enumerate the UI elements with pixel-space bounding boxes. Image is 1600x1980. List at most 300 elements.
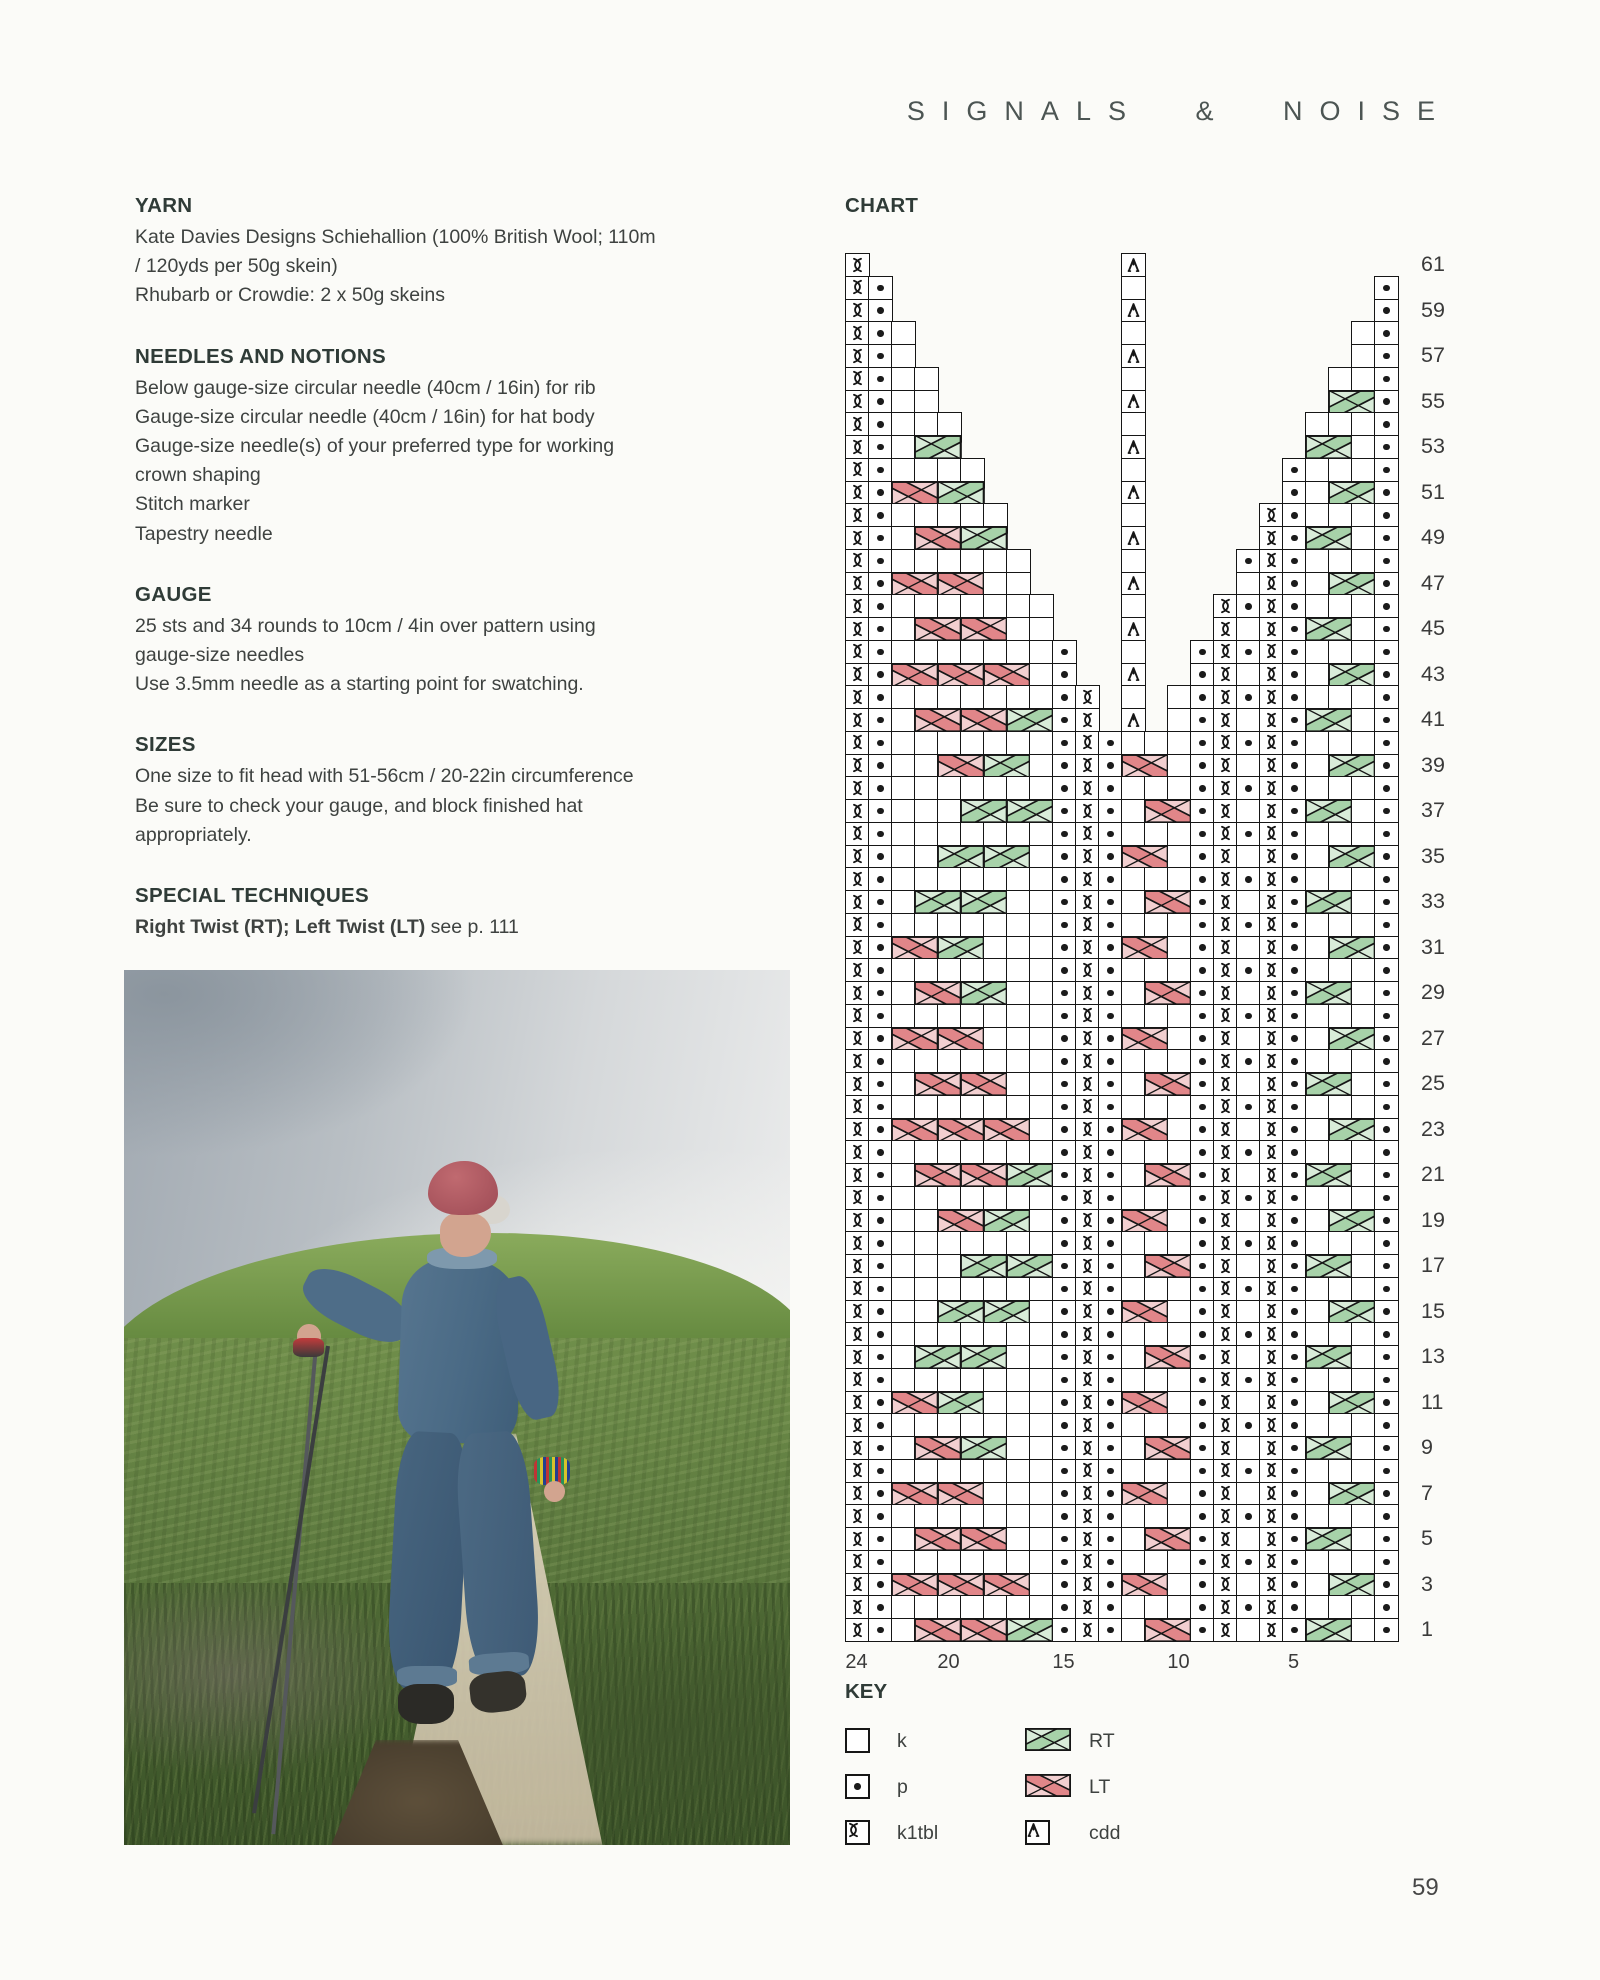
chart-cell-knit (891, 1618, 916, 1642)
chart-cell-knit (1305, 754, 1330, 778)
chart-cell-k1tbl (1075, 1504, 1100, 1528)
chart-row-number: 15 (1421, 1298, 1445, 1323)
knitting-chart (845, 252, 1445, 1673)
chart-cell-purl (1052, 1277, 1077, 1301)
chart-cell-knit (914, 776, 939, 800)
chart-cell-knit (1144, 1413, 1169, 1437)
chart-cell-k1tbl (1075, 1368, 1100, 1392)
chart-cell-knit (1029, 1140, 1054, 1164)
chart-cell-purl (1052, 1186, 1077, 1210)
chart-cell-knit (891, 321, 916, 345)
chart-cell-knit (1351, 412, 1376, 436)
chart-cell-knit (1029, 776, 1054, 800)
chart-cell-purl (1052, 1413, 1077, 1437)
chart-cell-k1tbl (1075, 1049, 1100, 1073)
chart-cell-purl (868, 1595, 893, 1619)
chart-cell-purl (1374, 1163, 1399, 1187)
chart-cell-k1tbl (1075, 958, 1100, 982)
section-line (135, 374, 740, 403)
chart-cell-k1tbl (845, 1459, 870, 1483)
chart-cell-purl (1374, 1482, 1399, 1506)
chart-cell-purl (1190, 1118, 1215, 1142)
key-symbol-cdd-icon (1025, 1820, 1050, 1845)
chart-stitch-number: 24 (845, 1650, 868, 1673)
chart-cell-knit (960, 1095, 985, 1119)
chart-cell-right-twist (1328, 936, 1376, 960)
chart-cell-knit (1029, 1322, 1054, 1346)
section-heading: SIZES (135, 733, 196, 757)
chart-cell-purl (868, 799, 893, 823)
chart-cell-knit (1305, 1573, 1330, 1597)
chart-cell-purl (1374, 458, 1399, 482)
chart-cell-k1tbl (845, 1573, 870, 1597)
chart-cell-left-twist (1121, 845, 1169, 869)
chart-cell-k1tbl (845, 1163, 870, 1187)
chart-cell-purl (1052, 708, 1077, 732)
chart-cell-left-twist (1121, 1391, 1169, 1415)
chart-cell-purl (868, 390, 893, 414)
chart-cell-knit (891, 1322, 916, 1346)
chart-cell-purl (1374, 1436, 1399, 1460)
chart-cell-purl (1374, 913, 1399, 937)
chart-cell-knit (1167, 731, 1192, 755)
chart-cell-k1tbl (845, 1413, 870, 1437)
chart-cell-k1tbl (845, 936, 870, 960)
chart-cell-knit (1351, 685, 1376, 709)
chart-cell-knit (1144, 1049, 1169, 1073)
key-symbol-LT-icon (1025, 1774, 1071, 1799)
chart-cell-k1tbl (1075, 1027, 1100, 1051)
chart-cell-right-twist (1305, 1618, 1353, 1642)
chart-cell-purl (1282, 1436, 1307, 1460)
chart-cell-k1tbl (1213, 1049, 1238, 1073)
chart-cell-knit (937, 640, 962, 664)
chart-cell-right-twist (1305, 435, 1353, 459)
chart-cell-purl (1190, 1027, 1215, 1051)
chart-cell-purl (1374, 1140, 1399, 1164)
chart-cell-purl (868, 1459, 893, 1483)
chart-cell-left-twist (891, 1118, 939, 1142)
chart-cell-purl (868, 1322, 893, 1346)
chart-cell-k1tbl (1075, 1004, 1100, 1028)
chart-cell-knit (1305, 1209, 1330, 1233)
chart-cell-purl (1190, 1300, 1215, 1324)
chart-cell-knit (1351, 1368, 1376, 1392)
chart-cell-purl (1374, 526, 1399, 550)
chart-cell-purl (1374, 617, 1399, 641)
chart-cell-knit (914, 731, 939, 755)
chart-cell-k1tbl (845, 321, 870, 345)
chart-cell-purl (1052, 867, 1077, 891)
chart-cell-left-twist (1144, 1436, 1192, 1460)
section-heading: NEEDLES AND NOTIONS (135, 344, 386, 368)
chart-cell-knit (914, 845, 939, 869)
chart-cell-k1tbl (845, 1027, 870, 1051)
chart-cell-knit (1351, 1618, 1376, 1642)
chart-cell-knit (1167, 685, 1192, 709)
chart-cell-knit (891, 890, 916, 914)
chart-cell-knit (960, 1595, 985, 1619)
chart-cell-k1tbl (845, 776, 870, 800)
chart-row-number: 41 (1421, 707, 1445, 732)
chart-cell-knit (1328, 1459, 1353, 1483)
chart-cell-purl (1052, 1482, 1077, 1506)
chart-cell-purl (1374, 299, 1399, 323)
chart-cell-knit (1167, 1504, 1192, 1528)
chart-cell-knit (983, 1504, 1008, 1528)
chart-cell-knit (1167, 1459, 1192, 1483)
chart-cell-knit (1305, 1595, 1330, 1619)
chart-cell-right-twist (1305, 799, 1353, 823)
chart-cell-knit (1029, 1231, 1054, 1255)
section-line (135, 490, 740, 519)
chart-cell-k1tbl (1259, 1209, 1284, 1233)
chart-cell-knit (1351, 1095, 1376, 1119)
chart-cell-purl (1282, 1573, 1307, 1597)
chart-cell-purl (1190, 1436, 1215, 1460)
chart-cell-knit (960, 731, 985, 755)
chart-cell-knit (1305, 913, 1330, 937)
chart-cell-knit (914, 799, 939, 823)
chart-cell-knit (1236, 572, 1261, 596)
chart-cell-purl (868, 1140, 893, 1164)
chart-cell-knit (960, 1004, 985, 1028)
chart-cell-left-twist (914, 617, 962, 641)
chart-cell-knit (1029, 663, 1054, 687)
chart-cell-purl (1236, 685, 1261, 709)
chart-cell-knit (1236, 617, 1261, 641)
chart-cell-left-twist (891, 663, 939, 687)
chart-cell-k1tbl (1213, 1322, 1238, 1346)
chart-cell-knit (983, 1004, 1008, 1028)
chart-cell-knit (1351, 344, 1376, 368)
chart-cell-purl (1098, 1300, 1123, 1324)
chart-cell-k1tbl (1259, 958, 1284, 982)
chart-cell-knit (1167, 1482, 1192, 1506)
chart-cell-purl (1236, 594, 1261, 618)
chart-cell-purl (1190, 913, 1215, 937)
chart-cell-k1tbl (1259, 503, 1284, 527)
chart-cell-right-twist (937, 481, 985, 505)
chart-cell-k1tbl (1259, 1413, 1284, 1437)
chart-cell-purl (1190, 754, 1215, 778)
chart-cell-left-twist (937, 572, 985, 596)
chart-cell-k1tbl (845, 1482, 870, 1506)
section-line (135, 792, 740, 821)
chart-cell-left-twist (1144, 1345, 1192, 1369)
chart-cell-knit (914, 1209, 939, 1233)
chart-cell-knit (983, 503, 1008, 527)
chart-cell-knit (937, 1231, 962, 1255)
chart-cell-purl (868, 594, 893, 618)
chart-cell-knit (891, 1277, 916, 1301)
chart-cell-knit (983, 1231, 1008, 1255)
chart-cell-knit (1121, 981, 1146, 1005)
chart-cell-knit (1351, 1436, 1376, 1460)
chart-cell-k1tbl (1075, 731, 1100, 755)
chart-cell-purl (1282, 1391, 1307, 1415)
chart-cell-purl (1374, 822, 1399, 846)
chart-cell-left-twist (891, 936, 939, 960)
chart-cell-purl (1052, 981, 1077, 1005)
chart-cell-knit (1006, 1504, 1031, 1528)
chart-cell-k1tbl (845, 481, 870, 505)
chart-cell-knit (1006, 1322, 1031, 1346)
chart-cell-k1tbl (1259, 594, 1284, 618)
chart-cell-knit (1351, 981, 1376, 1005)
chart-cell-knit (1328, 776, 1353, 800)
chart-cell-knit (891, 1595, 916, 1619)
key-item-k (845, 1728, 1015, 1758)
chart-cell-k1tbl (1259, 776, 1284, 800)
chart-cell-knit (983, 958, 1008, 982)
chart-cell-knit (1305, 776, 1330, 800)
chart-cell-purl (1190, 936, 1215, 960)
chart-cell-knit (1167, 1118, 1192, 1142)
chart-cell-k1tbl (1259, 822, 1284, 846)
chart-cell-knit (1121, 1459, 1146, 1483)
chart-cell-purl (868, 1118, 893, 1142)
chart-cell-purl (1052, 1163, 1077, 1187)
chart-cell-knit (1328, 822, 1353, 846)
chart-row-number: 17 (1421, 1253, 1445, 1278)
chart-cell-knit (983, 640, 1008, 664)
chart-cell-purl (1282, 594, 1307, 618)
chart-cell-purl (1052, 1254, 1077, 1278)
chart-cell-knit (1305, 572, 1330, 596)
chart-cell-knit (1029, 640, 1054, 664)
chart-cell-knit (1029, 1049, 1054, 1073)
chart-cell-knit (1144, 913, 1169, 937)
section-line-text: Be sure to check your gauge, and block finished hat (135, 794, 583, 817)
chart-cell-knit (937, 958, 962, 982)
chart-cell-knit (1351, 1413, 1376, 1437)
chart-cell-purl (1282, 1004, 1307, 1028)
chart-cell-k1tbl (1213, 1004, 1238, 1028)
chart-cell-k1tbl (845, 299, 870, 323)
chart-cell-knit (1351, 890, 1376, 914)
chart-cell-knit (1006, 1231, 1031, 1255)
chart-cell-purl (1282, 526, 1307, 550)
section-line-text: Stitch marker (135, 493, 250, 516)
chart-cell-knit (1328, 1277, 1353, 1301)
chart-cell-purl (868, 1482, 893, 1506)
chart-cell-knit (937, 1277, 962, 1301)
chart-cell-purl (1098, 1618, 1123, 1642)
chart-cell-knit (1029, 1277, 1054, 1301)
chart-cell-knit (1236, 1482, 1261, 1506)
chart-cell-purl (1374, 572, 1399, 596)
chart-cell-knit (1006, 1368, 1031, 1392)
chart-cell-knit (937, 1004, 962, 1028)
chart-cell-k1tbl (1213, 1118, 1238, 1142)
chart-cell-knit (914, 1186, 939, 1210)
chart-cell-knit (1167, 845, 1192, 869)
section-line-text: Tapestry needle (135, 522, 273, 545)
chart-stitch-number: 10 (1167, 1650, 1190, 1673)
chart-cell-knit (1006, 981, 1031, 1005)
chart-cell-knit (1351, 1277, 1376, 1301)
chart-cell-knit (983, 1368, 1008, 1392)
chart-cell-k1tbl (845, 685, 870, 709)
chart-cell-k1tbl (1259, 1482, 1284, 1506)
chart-cell-k1tbl (1259, 754, 1284, 778)
chart-cell-knit (1351, 1595, 1376, 1619)
chart-cell-purl (868, 1618, 893, 1642)
chart-cell-k1tbl (1259, 1072, 1284, 1096)
chart-cell-purl (868, 367, 893, 391)
chart-cell-purl (1282, 754, 1307, 778)
chart-cell-k1tbl (1075, 799, 1100, 823)
chart-cell-purl (1374, 663, 1399, 687)
chart-cell-knit (914, 1277, 939, 1301)
chart-cell-k1tbl (845, 390, 870, 414)
chart-cell-knit (937, 1595, 962, 1619)
chart-cell-purl (868, 321, 893, 345)
chart-cell-knit (1305, 1413, 1330, 1437)
chart-cell-k1tbl (845, 663, 870, 687)
chart-cell-knit (1236, 1027, 1261, 1051)
chart-cell-right-twist (1328, 481, 1376, 505)
chart-cell-knit (1006, 1391, 1031, 1415)
chart-cell-k1tbl (845, 1618, 870, 1642)
chart-cell-knit (1351, 1504, 1376, 1528)
chart-cell-right-twist (1328, 1118, 1376, 1142)
chart-cell-purl (1282, 1140, 1307, 1164)
chart-cell-knit (1305, 1231, 1330, 1255)
chart-cell-k1tbl (1213, 594, 1238, 618)
chart-cell-right-twist (960, 1436, 1008, 1460)
chart-cell-purl (1190, 1595, 1215, 1619)
chart-cell-purl (1374, 1504, 1399, 1528)
chart-cell-k1tbl (845, 617, 870, 641)
chart-cell-purl (868, 503, 893, 527)
chart-cell-right-twist (937, 845, 985, 869)
chart-cell-purl (1098, 913, 1123, 937)
chart-cell-k1tbl (845, 1186, 870, 1210)
chart-cell-k1tbl (1213, 1072, 1238, 1096)
chart-cell-knit (891, 367, 916, 391)
chart-cell-purl (1052, 822, 1077, 846)
key-symbol-k1tbl-icon (845, 1820, 870, 1845)
chart-cell-knit (891, 1345, 916, 1369)
chart-cell-k1tbl (1259, 1027, 1284, 1051)
chart-cell-knit (937, 685, 962, 709)
chart-cell-left-twist (1121, 754, 1169, 778)
chart-cell-knit (1305, 685, 1330, 709)
section-line (135, 223, 740, 252)
chart-cell-right-twist (960, 1254, 1008, 1278)
chart-cell-k1tbl (1259, 1254, 1284, 1278)
chart-cell-knit (1167, 1391, 1192, 1415)
chart-row-number: 35 (1421, 843, 1445, 868)
chart-cell-knit (1351, 526, 1376, 550)
chart-cell-purl (1282, 913, 1307, 937)
chart-cell-purl (868, 549, 893, 573)
chart-cell-purl (1374, 1049, 1399, 1073)
chart-cell-purl (1190, 663, 1215, 687)
chart-cell-k1tbl (845, 799, 870, 823)
chart-cell-knit (1351, 913, 1376, 937)
chart-cell-knit (914, 1550, 939, 1574)
chart-cell-right-twist (983, 1300, 1031, 1324)
chart-cell-knit (1328, 1186, 1353, 1210)
section-line-text: Kate Davies Designs Schiehallion (100% British Wool; 110m (135, 226, 656, 248)
chart-cell-knit (1351, 1072, 1376, 1096)
chart-cell-k1tbl (1075, 822, 1100, 846)
chart-cell-purl (868, 754, 893, 778)
chart-cell-purl (868, 685, 893, 709)
chart-row-number: 23 (1421, 1116, 1445, 1141)
chart-cell-knit (1351, 1049, 1376, 1073)
chart-cell-k1tbl (1213, 1254, 1238, 1278)
chart-cell-k1tbl (845, 822, 870, 846)
chart-cell-knit (960, 594, 985, 618)
chart-cell-purl (1052, 1573, 1077, 1597)
chart-cell-knit (983, 594, 1008, 618)
chart-cell-k1tbl (1213, 1186, 1238, 1210)
chart-row-number: 45 (1421, 616, 1445, 641)
chart-cell-purl (1282, 1231, 1307, 1255)
chart-cell-purl (1282, 1618, 1307, 1642)
chart-cell-purl (1374, 1527, 1399, 1551)
left-column (135, 194, 740, 942)
chart-cell-cdd (1121, 526, 1146, 550)
chart-cell-knit (1006, 1027, 1031, 1051)
chart-cell-purl (1282, 799, 1307, 823)
chart-cell-purl (1190, 1140, 1215, 1164)
chart-cell-knit (914, 1300, 939, 1324)
section-line-text: / 120yds per 50g skein) (135, 255, 338, 278)
chart-cell-knit (1305, 663, 1330, 687)
chart-cell-purl (1190, 1482, 1215, 1506)
section-line-text: Gauge-size needle(s) of your preferred type for working (135, 435, 615, 458)
chart-cell-cdd (1121, 253, 1146, 277)
chart-cell-knit (960, 1459, 985, 1483)
chart-cell-knit (1121, 1527, 1146, 1551)
chart-cell-knit (1029, 1573, 1054, 1597)
chart-cell-purl (1190, 640, 1215, 664)
chart-cell-k1tbl (1213, 822, 1238, 846)
chart-cell-knit (1351, 1163, 1376, 1187)
chart-cell-knit (1236, 981, 1261, 1005)
key-symbol-p-icon (845, 1774, 870, 1799)
chart-cell-knit (1167, 1322, 1192, 1346)
chart-cell-knit (1328, 1322, 1353, 1346)
chart-cell-k1tbl (1075, 1322, 1100, 1346)
chart-cell-purl (868, 663, 893, 687)
section-heading: GAUGE (135, 582, 212, 606)
chart-row-number: 7 (1421, 1480, 1433, 1505)
chart-cell-purl (1282, 1118, 1307, 1142)
chart-cell-k1tbl (1259, 1391, 1284, 1415)
chart-cell-left-twist (937, 1209, 985, 1233)
chart-cell-knit (1121, 867, 1146, 891)
chart-cell-knit (1121, 1436, 1146, 1460)
chart-cell-k1tbl (845, 1550, 870, 1574)
chart-cell-knit (891, 1049, 916, 1073)
chart-cell-knit (960, 1368, 985, 1392)
section-line (135, 641, 740, 670)
chart-cell-k1tbl (845, 981, 870, 1005)
chart-cell-k1tbl (1259, 708, 1284, 732)
chart-row-number: 51 (1421, 479, 1445, 504)
chart-cell-knit (914, 390, 939, 414)
chart-cell-knit (1006, 1345, 1031, 1369)
chart-cell-k1tbl (845, 526, 870, 550)
chart-cell-knit (1006, 822, 1031, 846)
chart-cell-purl (1236, 1095, 1261, 1119)
